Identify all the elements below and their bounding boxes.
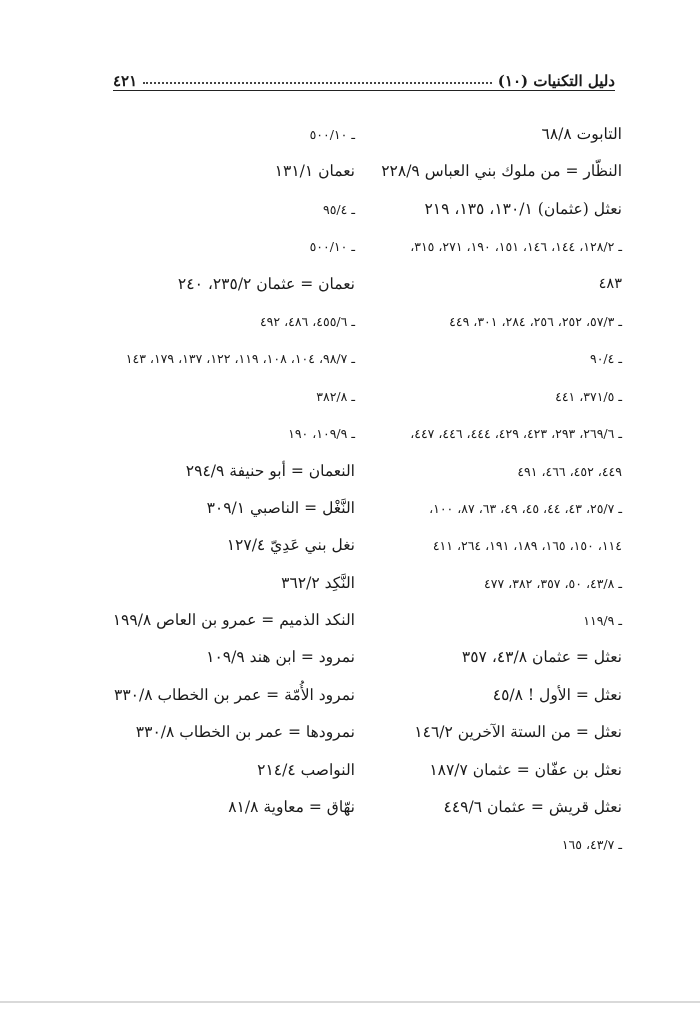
index-entry: نعثل قريش = عثمان ٤٤٩/٦	[443, 798, 622, 817]
index-entry: ـ ٢٥/٧، ٤٣، ٤٤، ٤٥، ٤٩، ٦٣، ٨٧، ١٠٠،	[429, 500, 622, 516]
index-entry: التابوت ٦٨/٨	[541, 125, 622, 143]
index-entry: النعمان = أبو حنيفة ٢٩٤/٩	[185, 461, 355, 480]
index-entry: نعثل = الأول ! ٤٥/٨	[492, 685, 622, 704]
index-entry: ـ ٩٥/٤	[323, 201, 355, 217]
header-title: دليل التكنيات (١٠)	[497, 72, 615, 90]
index-entry: نمرود الأُمّة = عمر بن الخطاب ٣٣٠/٨	[114, 685, 355, 704]
index-entry: نعثل (عثمان) ١٣٠/١، ١٣٥، ٢١٩	[424, 199, 622, 218]
index-entry: نعمان = عثمان ٢٣٥/٢، ٢٤٠	[177, 274, 355, 293]
index-entry: ـ ٥٠٠/١٠	[309, 239, 355, 255]
index-entry: ـ ١١٩/٩	[583, 613, 622, 629]
index-column-right	[370, 116, 622, 864]
index-entry: النَّكِد ٣٦٢/٢	[281, 573, 355, 592]
index-entry: نمرود = ابن هند ١٠٩/٩	[206, 648, 355, 667]
index-entry: النكد الذميم = عمرو بن العاص ١٩٩/٨	[112, 611, 355, 630]
index-entry: ـ ٩٨/٧، ١٠٤، ١٠٨، ١١٩، ١٢٢، ١٣٧، ١٧٩، ١٤٣	[125, 351, 355, 367]
index-entry: ـ ٤٣/٨، ٥٠، ٣٥٧، ٣٨٢، ٤٧٧	[484, 575, 622, 591]
index-entry: نعمان ١٣١/١	[274, 162, 355, 181]
index-entry: ـ ١٢٨/٢، ١٤٤، ١٤٦، ١٥١، ١٩٠، ٢٧١، ٣١٥،	[410, 239, 622, 255]
index-entry: ـ ٣٧١/٥، ٤٤١	[555, 388, 622, 404]
index-entry: ـ ٩٠/٤	[590, 351, 622, 367]
page-number: ٤٢١	[113, 72, 138, 90]
index-entry: نغل بني عَدِيّ ١٢٧/٤	[226, 536, 355, 555]
index-entry: النظّار = من ملوك بني العباس ٢٢٨/٩	[381, 162, 622, 181]
index-entry: ـ ٥٠٠/١٠	[309, 127, 355, 142]
index-entry: النواصب ٢١٤/٤	[257, 760, 355, 779]
index-entry: نعثل = من الستة الآخرين ١٤٦/٢	[414, 723, 622, 742]
index-entry: النَّغْل = الناصبي ٣٠٩/١	[206, 498, 355, 517]
index-entry: ٤٤٩، ٤٥٢، ٤٦٦، ٤٩١	[517, 463, 622, 479]
index-entry: ـ ٣٨٢/٨	[316, 388, 355, 404]
index-entry: ـ ٤٥٥/٦، ٤٨٦، ٤٩٢	[259, 313, 355, 329]
index-entry: نمرودها = عمر بن الخطاب ٣٣٠/٨	[135, 723, 355, 742]
running-header	[113, 64, 615, 91]
index-entry: ـ ٤٣/٧، ١٦٥	[561, 837, 622, 853]
index-entry: ـ ١٠٩/٩، ١٩٠	[288, 426, 355, 442]
index-column-left	[103, 116, 355, 826]
index-entry: ١١٤، ١٥٠، ١٦٥، ١٨٩، ١٩١، ٢٦٤، ٤١١	[432, 538, 622, 554]
index-entry: ـ ٢٦٩/٦، ٢٩٣، ٤٢٣، ٤٢٩، ٤٤٤، ٤٤٦، ٤٤٧،	[410, 426, 622, 442]
index-entry: نعثل بن عفّان = عثمان ١٨٧/٧	[429, 760, 622, 779]
index-entry: نعثل = عثمان ٤٣/٨، ٣٥٧	[461, 648, 622, 667]
page-bottom-edge	[0, 1001, 700, 1003]
index-entry: نهّاق = معاوية ٨١/٨	[228, 798, 355, 817]
index-entry: ٤٨٣	[598, 275, 622, 292]
index-entry: ـ ٥٧/٣، ٢٥٢، ٢٥٦، ٢٨٤، ٣٠١، ٤٤٩	[449, 313, 622, 329]
header-leader-dots	[143, 82, 492, 84]
